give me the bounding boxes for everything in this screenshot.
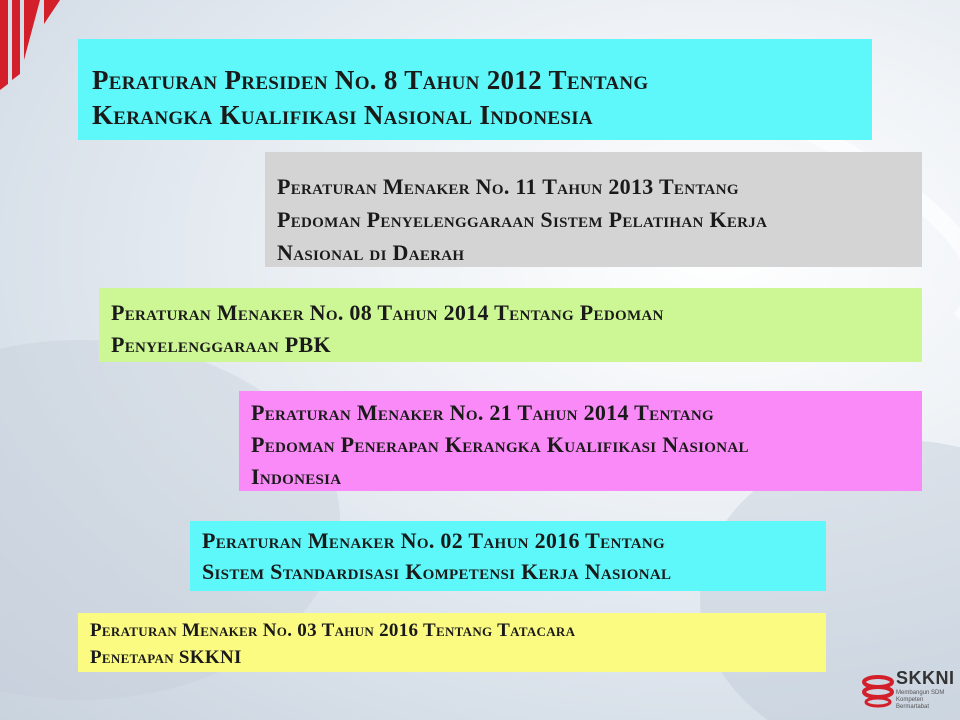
red-corner-ornament	[0, 0, 60, 90]
logo-title: SKKNI	[896, 668, 955, 688]
regulation-5-line-2: Sistem Standardisasi Kompetensi Kerja Nasional	[202, 558, 672, 584]
regulation-box-2	[265, 152, 922, 267]
logo-tagline-2: Kompeten Bermartabat	[896, 697, 930, 710]
regulation-3-line-2: Penyelenggaraan PBK	[111, 331, 331, 357]
regulation-2-line-2: Pedoman Penyelenggaraan Sistem Pelatihan Kerja	[277, 207, 768, 232]
regulation-box-5	[190, 521, 826, 591]
skkni-logo	[860, 666, 955, 712]
regulation-5-line-1: Peraturan Menaker No. 02 Tahun 2016 Tentang	[202, 528, 666, 553]
regulation-box-6	[78, 613, 826, 672]
regulation-4-line-2: Pedoman Penerapan Kerangka Kualifikasi Nasional	[251, 431, 749, 457]
regulation-box-4	[239, 391, 922, 491]
regulation-box-3	[99, 288, 922, 362]
regulation-1-line-2: Kerangka Kualifikasi Nasional Indonesia	[92, 100, 593, 131]
regulation-1-line-1: Peraturan Presiden No. 8 Tahun 2012 Tentang	[92, 65, 649, 95]
regulation-4-line-3: Indonesia	[251, 463, 342, 489]
regulation-3-line-1: Peraturan Menaker No. 08 Tahun 2014 Tentang Pedoman	[111, 300, 664, 325]
regulation-2-line-1: Peraturan Menaker No. 11 Tahun 2013 Tentang	[277, 174, 739, 199]
skkni-swoosh-icon	[860, 666, 896, 712]
logo-tagline-1: Membangun SDM	[896, 690, 945, 696]
regulation-6-line-1: Peraturan Menaker No. 03 Tahun 2016 Tentang Tatacara	[90, 620, 576, 641]
logo-tagline	[896, 690, 956, 711]
regulation-6-line-2: Penetapan SKKNI	[90, 646, 242, 668]
regulation-4-line-1: Peraturan Menaker No. 21 Tahun 2014 Tentang	[251, 400, 715, 425]
regulation-2-line-3: Nasional di Daerah	[277, 240, 465, 265]
regulation-box-1	[78, 39, 872, 140]
